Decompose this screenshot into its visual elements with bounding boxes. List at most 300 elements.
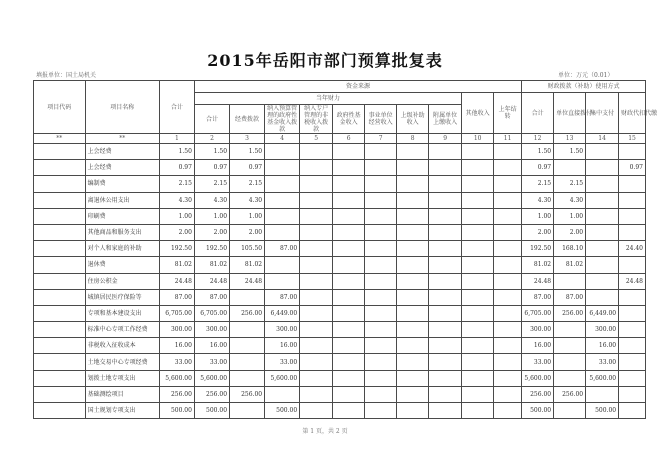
row-value-cell — [333, 354, 365, 370]
table-row — [34, 370, 646, 386]
row-value-cell — [586, 192, 619, 208]
row-value-cell — [494, 224, 522, 240]
row-value-cell — [397, 241, 429, 257]
row-value-cell — [365, 354, 397, 370]
row-value-cell — [300, 386, 333, 402]
row-value-cell — [462, 338, 494, 354]
row-name-cell: 上会经费 — [85, 144, 159, 160]
row-value-cell — [300, 241, 333, 257]
table-row — [34, 241, 646, 257]
header-method: 财政拨款（补助）使用方式 — [522, 81, 646, 93]
row-value-cell — [265, 386, 300, 402]
row-name-cell: 国土规划专项支出 — [85, 403, 159, 419]
row-value-cell — [333, 338, 365, 354]
row-value-cell — [34, 354, 86, 370]
row-value-cell — [365, 386, 397, 402]
row-value-cell — [462, 289, 494, 305]
row-value-cell: 1.50 — [159, 144, 194, 160]
row-value-cell — [265, 176, 300, 192]
header-centralized: 集中支付 — [586, 93, 619, 134]
row-value-cell — [586, 386, 619, 402]
row-value-cell — [429, 176, 462, 192]
row-value-cell: 192.50 — [194, 241, 229, 257]
row-value-cell: 5,600.00 — [522, 370, 554, 386]
header-project-code: 项目代码 — [34, 81, 86, 134]
row-value-cell — [554, 338, 586, 354]
row-value-cell: 105.50 — [230, 241, 265, 257]
row-name-cell: 印刷费 — [85, 208, 159, 224]
row-value-cell — [586, 144, 619, 160]
row-value-cell: 87.00 — [265, 289, 300, 305]
row-value-cell — [34, 192, 86, 208]
row-value-cell — [586, 224, 619, 240]
row-value-cell — [586, 160, 619, 176]
row-value-cell: 6,705.00 — [159, 305, 194, 321]
index-cell: 7 — [365, 134, 397, 144]
row-value-cell — [619, 224, 646, 240]
header-project-name: 项目名称 — [85, 81, 159, 134]
row-value-cell — [265, 208, 300, 224]
row-value-cell — [397, 370, 429, 386]
row-value-cell: 256.00 — [522, 386, 554, 402]
table-row — [34, 322, 646, 338]
row-value-cell — [429, 144, 462, 160]
table-row — [34, 403, 646, 419]
row-value-cell: 5,600.00 — [586, 370, 619, 386]
row-value-cell — [619, 176, 646, 192]
row-value-cell: 2.15 — [194, 176, 229, 192]
row-value-cell — [365, 338, 397, 354]
row-name-cell: 标准中心专项工作经费 — [85, 322, 159, 338]
row-value-cell — [265, 192, 300, 208]
index-cell: 13 — [554, 134, 586, 144]
row-value-cell — [429, 370, 462, 386]
row-value-cell — [619, 192, 646, 208]
table-row — [34, 338, 646, 354]
index-cell: 2 — [194, 134, 229, 144]
row-value-cell: 81.02 — [230, 257, 265, 273]
row-value-cell — [494, 354, 522, 370]
row-value-cell: 500.00 — [159, 403, 194, 419]
header-operating: 经费拨款 — [230, 105, 265, 134]
row-value-cell: 24.48 — [522, 273, 554, 289]
row-value-cell — [265, 224, 300, 240]
header-direct: 单位直接拨付 — [554, 93, 586, 134]
row-value-cell — [554, 370, 586, 386]
row-value-cell: 500.00 — [194, 403, 229, 419]
row-value-cell — [300, 192, 333, 208]
row-value-cell: 87.00 — [265, 241, 300, 257]
index-cell: 5 — [300, 134, 333, 144]
row-value-cell: 5,600.00 — [265, 370, 300, 386]
row-value-cell — [34, 322, 86, 338]
row-value-cell — [429, 322, 462, 338]
row-value-cell: 1.50 — [230, 144, 265, 160]
row-value-cell: 500.00 — [522, 403, 554, 419]
row-value-cell: 256.00 — [159, 386, 194, 402]
header-business-income: 事业单位经营收入 — [365, 105, 397, 134]
row-value-cell — [333, 241, 365, 257]
row-value-cell — [494, 241, 522, 257]
header-total: 合计 — [159, 81, 194, 134]
row-value-cell — [619, 289, 646, 305]
row-value-cell — [462, 273, 494, 289]
row-value-cell — [365, 176, 397, 192]
row-value-cell: 1.00 — [230, 208, 265, 224]
row-value-cell: 6,705.00 — [522, 305, 554, 321]
row-value-cell — [265, 160, 300, 176]
row-value-cell — [462, 305, 494, 321]
row-value-cell: 2.00 — [159, 224, 194, 240]
row-value-cell — [333, 322, 365, 338]
row-value-cell: 16.00 — [586, 338, 619, 354]
header-source: 资金来源 — [194, 81, 521, 93]
header-upper-subsidy: 上级补助收入 — [397, 105, 429, 134]
row-value-cell — [300, 144, 333, 160]
row-value-cell — [333, 370, 365, 386]
row-value-cell: 1.50 — [554, 144, 586, 160]
row-value-cell: 1.50 — [522, 144, 554, 160]
row-value-cell — [34, 338, 86, 354]
row-value-cell — [397, 386, 429, 402]
row-value-cell: 6,449.00 — [265, 305, 300, 321]
row-value-cell — [619, 338, 646, 354]
row-name-cell: 上会经费 — [85, 160, 159, 176]
reporting-unit: 填报单位：国土局机关 — [36, 72, 97, 79]
row-value-cell — [230, 354, 265, 370]
row-value-cell — [619, 386, 646, 402]
row-value-cell: 256.00 — [554, 386, 586, 402]
row-value-cell: 256.00 — [230, 386, 265, 402]
row-value-cell — [365, 224, 397, 240]
row-value-cell: 4.30 — [522, 192, 554, 208]
index-cell: 12 — [522, 134, 554, 144]
row-value-cell — [397, 403, 429, 419]
row-name-cell: 住房公积金 — [85, 273, 159, 289]
row-value-cell — [333, 176, 365, 192]
row-value-cell — [494, 160, 522, 176]
table-row — [34, 176, 646, 192]
row-value-cell — [429, 208, 462, 224]
row-value-cell — [586, 257, 619, 273]
row-value-cell: 0.97 — [522, 160, 554, 176]
row-value-cell — [397, 257, 429, 273]
document-title: 2015年岳阳市部门预算批复表 — [207, 51, 443, 70]
row-value-cell: 1.00 — [554, 208, 586, 224]
row-value-cell — [365, 370, 397, 386]
row-value-cell — [462, 144, 494, 160]
row-value-cell — [365, 403, 397, 419]
row-value-cell: 256.00 — [194, 386, 229, 402]
row-value-cell: 87.00 — [554, 289, 586, 305]
row-value-cell — [397, 354, 429, 370]
row-value-cell: 300.00 — [586, 322, 619, 338]
row-value-cell — [429, 338, 462, 354]
row-value-cell — [333, 305, 365, 321]
row-value-cell: 4.30 — [230, 192, 265, 208]
row-value-cell — [300, 370, 333, 386]
row-value-cell — [300, 160, 333, 176]
row-value-cell: 33.00 — [159, 354, 194, 370]
row-value-cell: 24.40 — [619, 241, 646, 257]
row-value-cell: 4.30 — [554, 192, 586, 208]
row-value-cell — [586, 273, 619, 289]
row-value-cell — [494, 370, 522, 386]
index-cell: 15 — [619, 134, 646, 144]
row-value-cell: 300.00 — [194, 322, 229, 338]
row-value-cell — [494, 386, 522, 402]
row-value-cell — [494, 144, 522, 160]
row-value-cell — [586, 241, 619, 257]
row-value-cell: 256.00 — [230, 305, 265, 321]
row-value-cell — [300, 273, 333, 289]
row-value-cell: 0.97 — [159, 160, 194, 176]
row-value-cell — [429, 403, 462, 419]
row-value-cell — [429, 273, 462, 289]
row-name-cell: 离退休公用支出 — [85, 192, 159, 208]
row-value-cell: 1.00 — [159, 208, 194, 224]
index-cell: 1 — [159, 134, 194, 144]
row-value-cell — [494, 403, 522, 419]
row-value-cell — [619, 403, 646, 419]
row-value-cell — [300, 338, 333, 354]
row-value-cell — [34, 176, 86, 192]
row-value-cell — [34, 208, 86, 224]
row-value-cell: 4.30 — [194, 192, 229, 208]
row-value-cell — [397, 305, 429, 321]
row-value-cell — [300, 289, 333, 305]
header-special: 纳入专户管理的非税收入拨款 — [300, 105, 333, 134]
row-value-cell: 6,449.00 — [586, 305, 619, 321]
row-value-cell — [333, 224, 365, 240]
row-value-cell — [429, 224, 462, 240]
row-name-cell: 土地交易中心专项经费 — [85, 354, 159, 370]
row-value-cell — [554, 354, 586, 370]
row-value-cell — [554, 322, 586, 338]
row-value-cell — [619, 208, 646, 224]
row-value-cell — [265, 257, 300, 273]
row-value-cell: 87.00 — [522, 289, 554, 305]
row-value-cell: 87.00 — [194, 289, 229, 305]
row-value-cell — [365, 322, 397, 338]
row-value-cell: 2.00 — [230, 224, 265, 240]
row-value-cell: 2.15 — [159, 176, 194, 192]
header-budget-funds: 当年财力 — [194, 93, 461, 105]
row-value-cell — [34, 370, 86, 386]
row-value-cell — [554, 403, 586, 419]
row-name-cell: 非税收入征收成本 — [85, 338, 159, 354]
row-value-cell — [429, 354, 462, 370]
row-value-cell — [300, 322, 333, 338]
row-value-cell — [429, 289, 462, 305]
row-value-cell — [462, 386, 494, 402]
row-value-cell — [494, 305, 522, 321]
row-value-cell — [429, 386, 462, 402]
header-treasury: 财政代扣代缴 — [619, 93, 646, 134]
row-value-cell — [300, 176, 333, 192]
row-value-cell: 2.15 — [522, 176, 554, 192]
row-value-cell — [429, 241, 462, 257]
table-row — [34, 354, 646, 370]
row-value-cell: 33.00 — [194, 354, 229, 370]
table-row — [34, 289, 646, 305]
index-cell: 4 — [265, 134, 300, 144]
row-value-cell — [397, 289, 429, 305]
row-value-cell — [619, 354, 646, 370]
row-value-cell: 24.48 — [619, 273, 646, 289]
row-value-cell — [586, 289, 619, 305]
row-value-cell — [494, 257, 522, 273]
row-value-cell: 0.97 — [230, 160, 265, 176]
row-value-cell: 0.97 — [619, 160, 646, 176]
row-value-cell — [333, 386, 365, 402]
row-value-cell: 1.00 — [194, 208, 229, 224]
row-name-cell: 编制费 — [85, 176, 159, 192]
row-value-cell — [300, 305, 333, 321]
table-row — [34, 144, 646, 160]
header-gov-fund-income: 政府性基金收入 — [333, 105, 365, 134]
row-value-cell — [619, 370, 646, 386]
row-value-cell — [230, 370, 265, 386]
index-cell: 6 — [333, 134, 365, 144]
row-value-cell — [333, 144, 365, 160]
row-value-cell — [397, 208, 429, 224]
row-value-cell — [462, 403, 494, 419]
row-value-cell: 500.00 — [586, 403, 619, 419]
row-value-cell — [494, 322, 522, 338]
table-row — [34, 257, 646, 273]
row-value-cell: 1.50 — [194, 144, 229, 160]
index-row — [34, 134, 646, 144]
row-value-cell — [34, 241, 86, 257]
row-value-cell — [397, 338, 429, 354]
row-name-cell: 退休费 — [85, 257, 159, 273]
row-value-cell — [397, 273, 429, 289]
row-value-cell — [365, 160, 397, 176]
index-cell: 11 — [494, 134, 522, 144]
row-value-cell: 33.00 — [265, 354, 300, 370]
row-value-cell — [494, 192, 522, 208]
row-value-cell — [586, 208, 619, 224]
row-value-cell — [397, 322, 429, 338]
money-unit: 单位：万元（0.01） — [558, 72, 614, 79]
row-value-cell — [34, 144, 86, 160]
row-value-cell — [494, 176, 522, 192]
row-value-cell — [333, 273, 365, 289]
row-value-cell — [34, 257, 86, 273]
row-value-cell — [462, 208, 494, 224]
row-value-cell — [365, 273, 397, 289]
header-last-year: 上年结转 — [494, 93, 522, 134]
row-value-cell: 500.00 — [265, 403, 300, 419]
index-cell: 10 — [462, 134, 494, 144]
index-cell: 8 — [397, 134, 429, 144]
table-row — [34, 273, 646, 289]
row-value-cell — [34, 386, 86, 402]
row-value-cell: 4.30 — [159, 192, 194, 208]
table-row — [34, 192, 646, 208]
row-value-cell: 33.00 — [586, 354, 619, 370]
row-value-cell — [265, 273, 300, 289]
index-cell: ** — [34, 134, 86, 144]
row-value-cell — [397, 144, 429, 160]
index-cell: 3 — [230, 134, 265, 144]
row-value-cell — [365, 192, 397, 208]
row-value-cell — [230, 403, 265, 419]
header-other-income: 其他收入 — [462, 93, 494, 134]
row-value-cell: 16.00 — [522, 338, 554, 354]
row-value-cell: 16.00 — [159, 338, 194, 354]
row-value-cell — [34, 305, 86, 321]
row-name-cell: 城镇居民医疗保险等 — [85, 289, 159, 305]
row-value-cell: 81.02 — [522, 257, 554, 273]
row-value-cell — [397, 192, 429, 208]
row-value-cell — [333, 403, 365, 419]
row-value-cell — [34, 273, 86, 289]
row-value-cell: 24.48 — [230, 273, 265, 289]
row-value-cell — [397, 224, 429, 240]
row-value-cell — [300, 403, 333, 419]
row-value-cell: 87.00 — [159, 289, 194, 305]
row-value-cell — [462, 176, 494, 192]
row-value-cell: 24.48 — [159, 273, 194, 289]
table-row — [34, 224, 646, 240]
budget-table — [33, 80, 657, 419]
index-cell: 9 — [429, 134, 462, 144]
row-name-cell: 基础测绘项目 — [85, 386, 159, 402]
row-value-cell: 300.00 — [159, 322, 194, 338]
row-value-cell — [365, 305, 397, 321]
table-row — [34, 305, 646, 321]
header-govfund: 纳入预算管理的政府性基金收入拨款 — [265, 105, 300, 134]
row-value-cell — [230, 322, 265, 338]
row-value-cell — [365, 144, 397, 160]
row-value-cell — [429, 160, 462, 176]
row-value-cell: 16.00 — [265, 338, 300, 354]
table-row — [34, 386, 646, 402]
row-value-cell — [365, 208, 397, 224]
row-value-cell: 300.00 — [522, 322, 554, 338]
index-cell: 14 — [586, 134, 619, 144]
row-value-cell: 2.00 — [522, 224, 554, 240]
row-value-cell: 16.00 — [194, 338, 229, 354]
row-value-cell — [365, 257, 397, 273]
row-value-cell — [265, 144, 300, 160]
row-value-cell: 81.02 — [194, 257, 229, 273]
row-value-cell: 2.15 — [554, 176, 586, 192]
row-value-cell — [494, 338, 522, 354]
row-value-cell — [462, 354, 494, 370]
row-value-cell — [365, 241, 397, 257]
row-value-cell — [462, 224, 494, 240]
row-value-cell — [429, 192, 462, 208]
row-value-cell — [333, 160, 365, 176]
row-value-cell: 2.15 — [230, 176, 265, 192]
header-method-total: 合计 — [522, 93, 554, 134]
row-value-cell — [429, 257, 462, 273]
row-value-cell — [34, 289, 86, 305]
row-value-cell — [34, 403, 86, 419]
row-value-cell — [462, 370, 494, 386]
row-value-cell — [34, 160, 86, 176]
header-affiliated: 附属单位上缴收入 — [429, 105, 462, 134]
row-value-cell — [462, 241, 494, 257]
row-value-cell: 6,705.00 — [194, 305, 229, 321]
row-value-cell — [429, 305, 462, 321]
row-value-cell — [365, 289, 397, 305]
row-value-cell — [554, 273, 586, 289]
row-value-cell — [230, 338, 265, 354]
